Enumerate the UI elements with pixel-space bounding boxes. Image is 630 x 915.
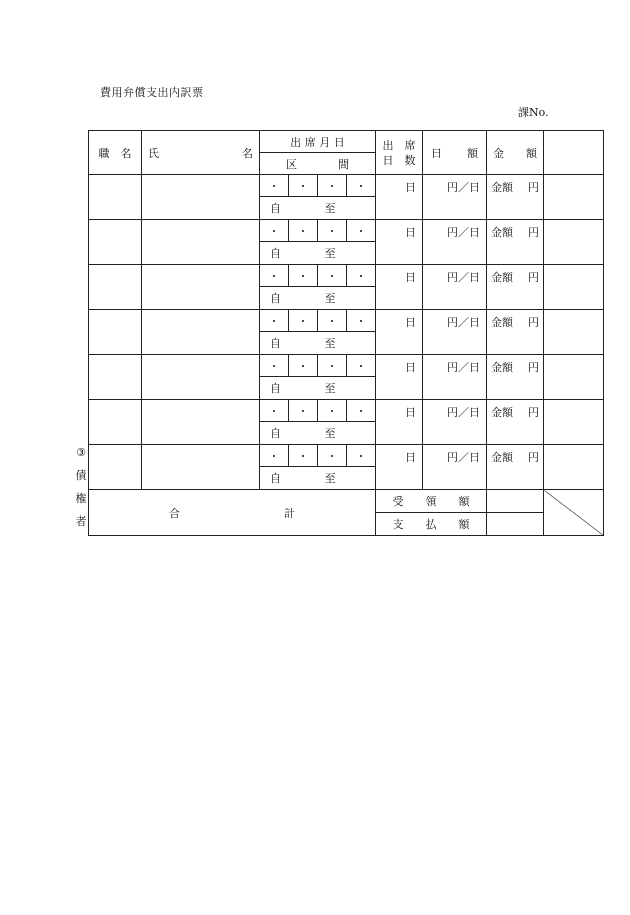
kingaku-unit: 円 (528, 181, 539, 194)
blank-cell (544, 175, 604, 220)
nichigaku-unit: 円／日 (447, 226, 480, 239)
nissu-cell[interactable] (376, 355, 423, 400)
nichigaku-unit: 円／日 (447, 406, 480, 419)
gokei-cell (89, 490, 376, 536)
kukan-cell[interactable] (260, 467, 376, 490)
date-dot: ・ (289, 355, 318, 377)
juryo-value[interactable] (487, 490, 544, 513)
kingaku-label: 金額 (491, 226, 513, 239)
table-row (89, 310, 604, 332)
shimei-cell[interactable] (142, 445, 260, 490)
header-shusseki-nissu (376, 131, 423, 175)
nissu-cell[interactable] (376, 400, 423, 445)
totals-row (89, 490, 604, 513)
kingaku-cell[interactable] (487, 175, 544, 220)
date-dot: ・ (289, 445, 318, 467)
table-row (89, 175, 604, 197)
blank-cell (544, 400, 604, 445)
date-dot: ・ (260, 175, 289, 197)
kingaku-cell[interactable] (487, 400, 544, 445)
header-nichigaku-1: 日 (431, 146, 442, 160)
nichigaku-unit: 円／日 (447, 316, 480, 329)
header-nichigaku (423, 131, 487, 175)
kingaku-unit: 円 (528, 316, 539, 329)
shiharai-value[interactable] (487, 513, 544, 536)
kingaku-unit: 円 (528, 361, 539, 374)
header-shimei (142, 131, 260, 175)
nichigaku-cell[interactable] (423, 310, 487, 355)
department-number-label: 課No. (518, 106, 549, 119)
kukan-shi: 至 (324, 247, 336, 260)
nissu-unit: 日 (405, 451, 416, 464)
date-dot: ・ (347, 220, 376, 242)
nichigaku-cell[interactable] (423, 265, 487, 310)
kingaku-cell[interactable] (487, 265, 544, 310)
side-label-char: ③ (76, 446, 86, 459)
header-kukan (260, 153, 376, 175)
nissu-unit: 日 (405, 406, 416, 419)
date-dot: ・ (260, 400, 289, 422)
nichigaku-cell[interactable] (423, 355, 487, 400)
header-kukan-2: 間 (338, 157, 349, 171)
kukan-ji: 自 (270, 472, 281, 485)
header-shusseki-date: 出 席 月 日 (260, 131, 376, 153)
nichigaku-unit: 円／日 (447, 451, 480, 464)
kingaku-cell[interactable] (487, 310, 544, 355)
date-dot: ・ (318, 445, 347, 467)
shoku-cell[interactable] (89, 220, 142, 265)
kukan-shi: 至 (324, 382, 336, 395)
blank-cell (544, 265, 604, 310)
nichigaku-cell[interactable] (423, 220, 487, 265)
shimei-cell[interactable] (142, 310, 260, 355)
diagonal-cell (544, 490, 604, 536)
date-dot: ・ (318, 175, 347, 197)
kukan-ji: 自 (270, 427, 281, 440)
blank-cell (544, 445, 604, 490)
shoku-cell[interactable] (89, 175, 142, 220)
date-dot: ・ (289, 310, 318, 332)
expense-breakdown-table (88, 130, 604, 536)
kukan-cell[interactable] (260, 422, 376, 445)
shoku-cell[interactable] (89, 445, 142, 490)
kingaku-unit: 円 (528, 271, 539, 284)
date-dot: ・ (318, 220, 347, 242)
header-nichigaku-2: 額 (467, 146, 478, 160)
kingaku-label: 金額 (491, 316, 513, 329)
date-dot: ・ (289, 265, 318, 287)
date-dot: ・ (347, 265, 376, 287)
header-shimei-2: 名 (242, 146, 253, 160)
kukan-ji: 自 (270, 202, 281, 215)
kukan-ji: 自 (270, 337, 281, 350)
header-shoku: 職 名 (89, 131, 142, 175)
shoku-cell[interactable] (89, 400, 142, 445)
shoku-cell[interactable] (89, 265, 142, 310)
date-dot: ・ (260, 265, 289, 287)
kingaku-label: 金額 (491, 406, 513, 419)
kukan-shi: 至 (324, 292, 336, 305)
kukan-cell[interactable] (260, 287, 376, 310)
date-dot: ・ (289, 400, 318, 422)
side-label-char: 権 (75, 492, 87, 505)
nissu-cell[interactable] (376, 175, 423, 220)
table-row (89, 220, 604, 242)
blank-cell (544, 220, 604, 265)
nichigaku-cell[interactable] (423, 175, 487, 220)
kukan-ji: 自 (270, 382, 281, 395)
blank-cell (544, 310, 604, 355)
nichigaku-unit: 円／日 (447, 271, 480, 284)
nissu-cell[interactable] (376, 220, 423, 265)
table-row (89, 400, 604, 422)
kingaku-cell[interactable] (487, 355, 544, 400)
form-title: 費用弁償支出内訳票 (100, 86, 204, 99)
nissu-unit: 日 (405, 226, 416, 239)
shimei-cell[interactable] (142, 265, 260, 310)
date-dot: ・ (318, 310, 347, 332)
table-row (89, 445, 604, 467)
kingaku-unit: 円 (528, 406, 539, 419)
kukan-cell[interactable] (260, 242, 376, 265)
side-label-char: 者 (75, 515, 87, 528)
kukan-shi: 至 (324, 472, 336, 485)
date-dot: ・ (318, 355, 347, 377)
shimei-cell[interactable] (142, 400, 260, 445)
nichigaku-cell[interactable] (423, 445, 487, 490)
nissu-cell[interactable] (376, 445, 423, 490)
nissu-cell[interactable] (376, 265, 423, 310)
gokei-2: 計 (284, 506, 295, 520)
date-dot: ・ (260, 355, 289, 377)
header-nissu-2: 日 数 (382, 153, 416, 167)
shoku-cell[interactable] (89, 355, 142, 400)
header-nissu-1: 出 席 (382, 138, 416, 152)
date-dot: ・ (289, 175, 318, 197)
shoku-cell[interactable] (89, 310, 142, 355)
date-dot: ・ (347, 355, 376, 377)
side-label-char: 債 (75, 469, 87, 482)
kingaku-label: 金額 (491, 181, 513, 194)
shimei-cell[interactable] (142, 175, 260, 220)
date-dot: ・ (347, 400, 376, 422)
date-dot: ・ (347, 175, 376, 197)
shimei-cell[interactable] (142, 355, 260, 400)
kukan-ji: 自 (270, 292, 281, 305)
date-dot: ・ (289, 220, 318, 242)
kukan-cell[interactable] (260, 197, 376, 220)
header-blank (544, 131, 604, 175)
date-dot: ・ (347, 310, 376, 332)
juryo-label: 受 領 額 (376, 490, 487, 513)
nissu-unit: 日 (405, 271, 416, 284)
table-row (89, 355, 604, 377)
header-shimei-1: 氏 (148, 146, 159, 160)
nichigaku-unit: 円／日 (447, 361, 480, 374)
date-dot: ・ (260, 445, 289, 467)
date-dot: ・ (260, 220, 289, 242)
kukan-cell[interactable] (260, 332, 376, 355)
kingaku-cell[interactable] (487, 220, 544, 265)
kukan-shi: 至 (324, 427, 336, 440)
nichigaku-unit: 円／日 (447, 181, 480, 194)
kingaku-cell[interactable] (487, 445, 544, 490)
nissu-unit: 日 (405, 181, 416, 194)
nissu-unit: 日 (405, 316, 416, 329)
gokei-1: 合 (169, 506, 180, 520)
date-dot: ・ (318, 400, 347, 422)
date-dot: ・ (260, 310, 289, 332)
kukan-cell[interactable] (260, 377, 376, 400)
kingaku-unit: 円 (528, 451, 539, 464)
nissu-unit: 日 (405, 361, 416, 374)
kingaku-label: 金額 (491, 451, 513, 464)
header-kingaku (487, 131, 544, 175)
kingaku-label: 金額 (491, 271, 513, 284)
header-kingaku-2: 額 (526, 146, 537, 160)
nissu-cell[interactable] (376, 310, 423, 355)
header-kukan-1: 区 (286, 157, 297, 171)
table-row (89, 265, 604, 287)
date-dot: ・ (347, 445, 376, 467)
shiharai-label: 支 払 額 (376, 513, 487, 536)
blank-cell (544, 355, 604, 400)
date-dot: ・ (318, 265, 347, 287)
header-kingaku-1: 金 (493, 146, 504, 160)
shimei-cell[interactable] (142, 220, 260, 265)
kingaku-unit: 円 (528, 226, 539, 239)
kukan-shi: 至 (324, 202, 336, 215)
kingaku-label: 金額 (491, 361, 513, 374)
nichigaku-cell[interactable] (423, 400, 487, 445)
kukan-ji: 自 (270, 247, 281, 260)
kukan-shi: 至 (324, 337, 336, 350)
